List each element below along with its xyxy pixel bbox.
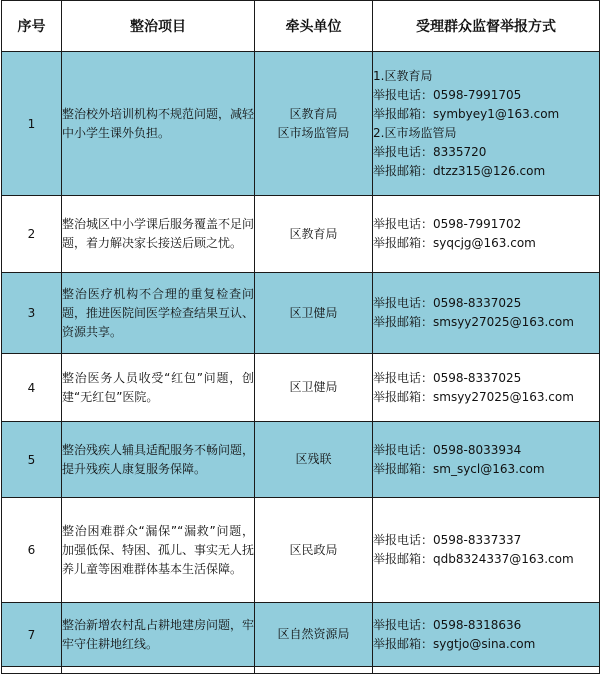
dept-line: 区自然资源局 — [277, 627, 350, 641]
table-row — [2, 273, 600, 354]
dept-line: 区民政局 — [289, 542, 338, 557]
row-contact — [373, 52, 600, 196]
row-no: 4 — [2, 354, 62, 422]
dept-line: 区教育局 — [289, 106, 338, 121]
row-no: 3 — [2, 273, 62, 354]
table-row — [2, 354, 600, 422]
table-row — [2, 196, 600, 273]
table-row — [2, 52, 600, 196]
contact-line: 举报邮箱：syqcjg@163.com — [373, 236, 536, 250]
contact-line: 举报邮箱：smsyy27025@163.com — [373, 315, 574, 329]
row-dept — [255, 354, 373, 422]
row-issue: 整治校外培训机构不规范问题，减轻中小学生课外负担。 — [62, 52, 255, 196]
table-row — [2, 498, 600, 603]
row-no: 5 — [2, 422, 62, 498]
row-dept — [255, 52, 373, 196]
contact-line: 举报邮箱：smsyy27025@163.com — [373, 389, 574, 404]
contact-line: 举报电话：0598-8337337 — [373, 533, 522, 547]
contact-line: 举报邮箱：sygtjo@sina.com — [373, 636, 536, 651]
contact-line: 2.区市场监管局 — [373, 125, 457, 140]
row-issue: 整治医疗机构不合理的重复检查问题，推进医院间医学检查结果互认、资源共享。 — [62, 273, 255, 354]
row-issue: 整治医务人员收受“红包”问题，创建“无红包”医院。 — [62, 354, 255, 422]
row-no: 2 — [2, 196, 62, 273]
row-contact — [373, 273, 600, 354]
contact-line: 举报电话：0598-7991702 — [373, 217, 522, 231]
row-contact — [373, 603, 600, 667]
row-no: 6 — [2, 498, 62, 603]
table-row — [2, 603, 600, 667]
row-issue: 整治残疾人辅具适配服务不畅问题，提升残疾人康复服务保障。 — [62, 422, 255, 498]
dept-line: 区卫健局 — [289, 380, 338, 394]
dept-line: 区卫健局 — [289, 305, 338, 320]
contact-line: 举报电话：0598-8318636 — [373, 617, 522, 632]
contact-line: 举报电话：0598-7991705 — [373, 87, 522, 102]
row-issue: 整治城区中小学课后服务覆盖不足问题，着力解决家长接送后顾之忧。 — [62, 196, 255, 273]
row-contact — [373, 354, 600, 422]
row-dept — [255, 498, 373, 603]
contact-line: 举报邮箱：dtzz315@126.com — [373, 163, 546, 178]
table-row — [2, 422, 600, 498]
contact-line: 举报电话：0598-8337025 — [373, 296, 522, 310]
contact-line: 举报邮箱：qdb8324337@163.com — [373, 552, 574, 566]
dept-line: 区残联 — [295, 452, 332, 466]
row-dept — [255, 196, 373, 273]
contact-line: 举报电话：8335720 — [373, 144, 487, 159]
row-issue: 整治困难群众“漏保”“漏救”问题，加强低保、特困、孤儿、事实无人抚养儿童等困难群体基本生活保障。 — [62, 498, 255, 603]
row-issue: 整治新增农村乱占耕地建房问题，牢牢守住耕地红线。 — [62, 603, 255, 667]
row-dept — [255, 603, 373, 667]
contact-line: 举报电话：0598-8033934 — [373, 442, 522, 457]
row-contact — [373, 196, 600, 273]
row-contact — [373, 422, 600, 498]
row-contact — [373, 498, 600, 603]
header-item: 整治项目 — [62, 1, 255, 52]
contact-line: 举报邮箱：symbyey1@163.com — [373, 106, 560, 121]
row-dept — [255, 273, 373, 354]
supervision-table — [1, 0, 600, 674]
contact-line: 举报电话：0598-8337025 — [373, 370, 522, 385]
header-no: 序号 — [2, 1, 62, 52]
row-no: 7 — [2, 603, 62, 667]
row-dept — [255, 422, 373, 498]
contact-line: 举报邮箱：sm_sycl@163.com — [373, 461, 545, 476]
dept-line: 区教育局 — [289, 226, 338, 241]
header-lead: 牵头单位 — [255, 1, 373, 52]
table-row-partial — [2, 667, 600, 674]
row-no: 1 — [2, 52, 62, 196]
header-contact: 受理群众监督举报方式 — [373, 1, 600, 52]
dept-line: 区市场监管局 — [277, 125, 350, 140]
header-row — [2, 1, 600, 52]
contact-line: 1.区教育局 — [373, 68, 433, 83]
